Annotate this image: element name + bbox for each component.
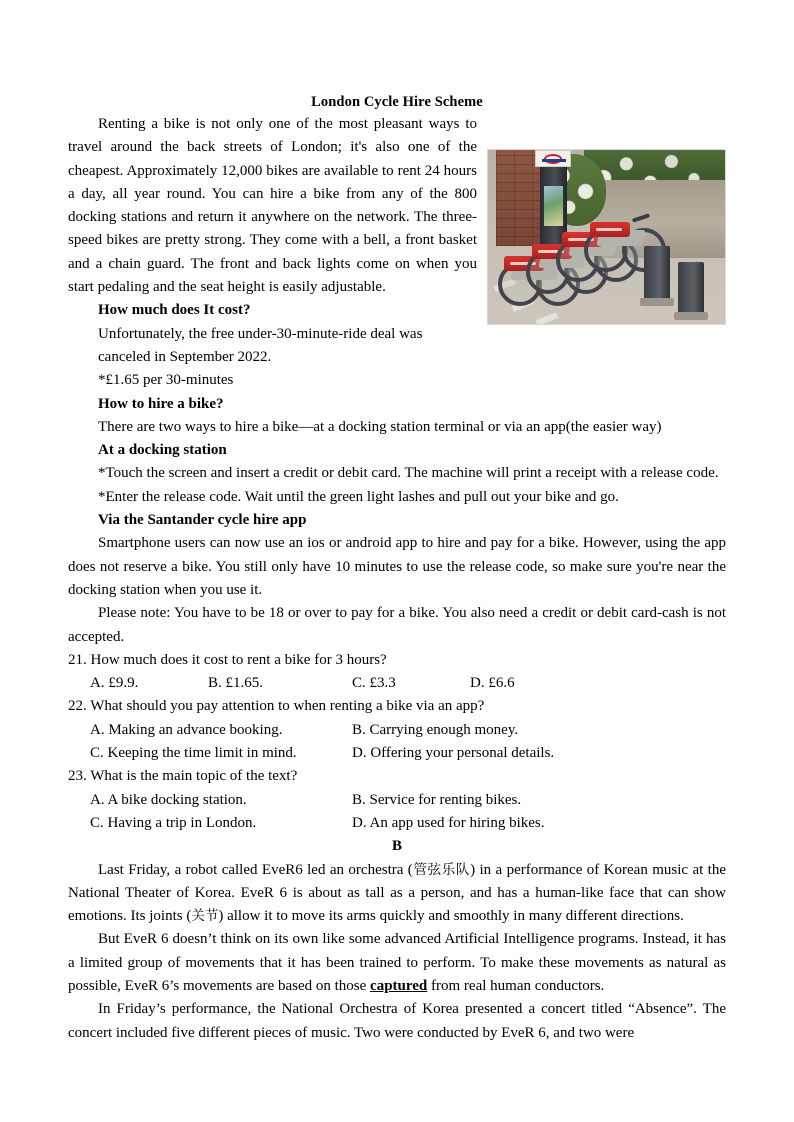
option-text: £3.3 [369,675,396,692]
option-21-b[interactable] [208,672,263,695]
text-run: ) in a performance of Korean music at the National Theater of Korea. EveR 6 is about as tall as a person, and has a human-like face that can show emotions. Its joints ( [68,861,727,925]
option-22-b[interactable] [352,719,518,742]
option-text: Having a trip in London. [107,814,257,831]
dock-point-2 [678,262,704,316]
heading-how-to-hire-a-bike: How to hire a bike? [98,395,224,412]
option-21-d[interactable] [470,672,515,695]
option-23-c[interactable] [90,812,256,835]
option-text: Service for renting bikes. [369,791,522,808]
option-label: D. [470,675,485,692]
option-label: C. [352,675,366,692]
chinese-gloss-joints: 关节 [191,908,219,925]
option-label: D. [352,745,367,762]
passage-a-paragraph-1: Renting a bike is not only one of the most pleasant ways to travel around the back streets of London; it's also one of the cheapest. Approximately 12,000 bikes are available to rent 24 hours a day, all year round. You can hire a bike from any of the 800 docking stations and return it anywhere on the network. The three-speed bikes are pretty strong. They come with a bell, a front basket and a chain guard. The front and back lights come on when you start pedaling and the seat height is easily adjustable. [68,116,477,296]
option-text: Making an advance booking. [108,721,283,738]
photo-scene [488,150,725,324]
question-21-stem: How much does it cost to rent a bike for 3 hours? [90,651,387,668]
cost-line-2: *£1.65 per 30-minutes [98,372,234,389]
question-21-number: 21. [68,651,87,668]
option-text: Keeping the time limit in mind. [107,745,297,762]
dock-base-shape [640,298,674,306]
basket-shape [590,222,630,237]
question-22-options-row-2 [68,742,726,765]
page-title: London Cycle Hire Scheme [311,94,483,110]
option-label: C. [90,745,104,762]
cost-line-1: Unfortunately, the free under-30-minute-ride deal was canceled in September 2022. [98,325,423,365]
section-b-letter: B [391,838,402,855]
question-23-stem: What is the main topic of the text? [90,768,298,785]
app-paragraph: Smartphone users can now use an ios or android app to hire and pay for a bike. However, using the app does not reserve a bike. You still only have 10 minutes to use the release code, so make sure you're near the docking station when you use it. [68,535,726,598]
tfl-roundel-sign [535,150,571,167]
text-run: ) allow it to move its arms quickly and smoothly in many different directions. [218,908,684,925]
question-23-number: 23. [68,768,87,785]
option-text: An app used for hiring bikes. [369,814,545,831]
question-22 [68,695,726,718]
option-22-c[interactable] [90,742,297,765]
dock-point-1 [644,246,670,302]
page-content [68,92,726,1045]
docking-paragraph-1: *Touch the screen and insert a credit or debit card. The machine will print a receipt with a release code. [98,465,719,482]
text-run: Last Friday, a robot called EveR6 led an orchestra ( [98,861,413,878]
text-run: from real human conductors. [427,977,605,994]
question-21 [68,649,726,672]
question-21-options [68,672,726,695]
section-b-paragraph-2 [68,928,726,998]
option-23-a[interactable] [90,789,247,812]
option-label: B. [352,791,366,808]
option-22-d[interactable] [352,742,554,765]
underlined-word-captured: captured [370,977,428,994]
option-text: Carrying enough money. [369,721,519,738]
section-b-paragraph-1 [68,859,726,929]
docking-station-photo [487,149,726,325]
option-label: D. [352,814,367,831]
question-22-number: 22. [68,698,87,715]
option-23-b[interactable] [352,789,521,812]
dock-base-shape [674,312,708,320]
heading-how-much-does-it-cost: How much does It cost? [98,302,251,319]
option-text: A bike docking station. [107,791,247,808]
option-text: Offering your personal details. [370,745,555,762]
question-22-options-row-1 [68,719,726,742]
option-text: £9.9. [108,675,139,692]
section-b-paragraph-3: In Friday’s performance, the National Orchestra of Korea presented a concert titled “Absence”. The concert included five different pieces of music. Two were conducted by EveR 6, and two were [68,1001,726,1041]
heading-via-the-app: Via the Santander cycle hire app [98,512,307,529]
option-text: £6.6 [488,675,515,692]
please-note-paragraph: Please note: You have to be 18 or over to pay for a bike. You also need a credit or debit card-cash is not accepted. [68,605,726,645]
question-22-stem: What should you pay attention to when renting a bike via an app? [90,698,485,715]
option-21-a[interactable] [90,672,138,695]
chinese-gloss-orchestra: 管弦乐队 [412,861,471,878]
docking-paragraph-2: *Enter the release code. Wait until the green light lashes and pull out your bike and go. [98,488,619,505]
text-run: But EveR 6 doesn’t think on its own like some advanced Artificial Intelligence programs. Instead, it has a limited group of movements that it has been trained to perform. To make these movements as natural as possible, EveR 6’s movements are based on those [68,931,726,994]
question-23-options-row-1 [68,789,726,812]
option-23-d[interactable] [352,812,545,835]
roundel-icon [544,154,562,164]
hire-ways-line: There are two ways to hire a bike—at a docking station terminal or via an app(the easier way) [98,418,662,435]
heading-at-a-docking-station: At a docking station [98,442,227,459]
question-23 [68,765,726,788]
question-23-options-row-2 [68,812,726,835]
option-label: B. [352,721,366,738]
option-22-a[interactable] [90,719,282,742]
option-label: A. [90,675,105,692]
option-label: C. [90,814,104,831]
option-label: A. [90,791,105,808]
option-label: B. [208,675,222,692]
handlebar-shape [632,213,650,222]
option-text: £1.65. [225,675,264,692]
option-label: A. [90,721,105,738]
option-21-c[interactable] [352,672,396,695]
